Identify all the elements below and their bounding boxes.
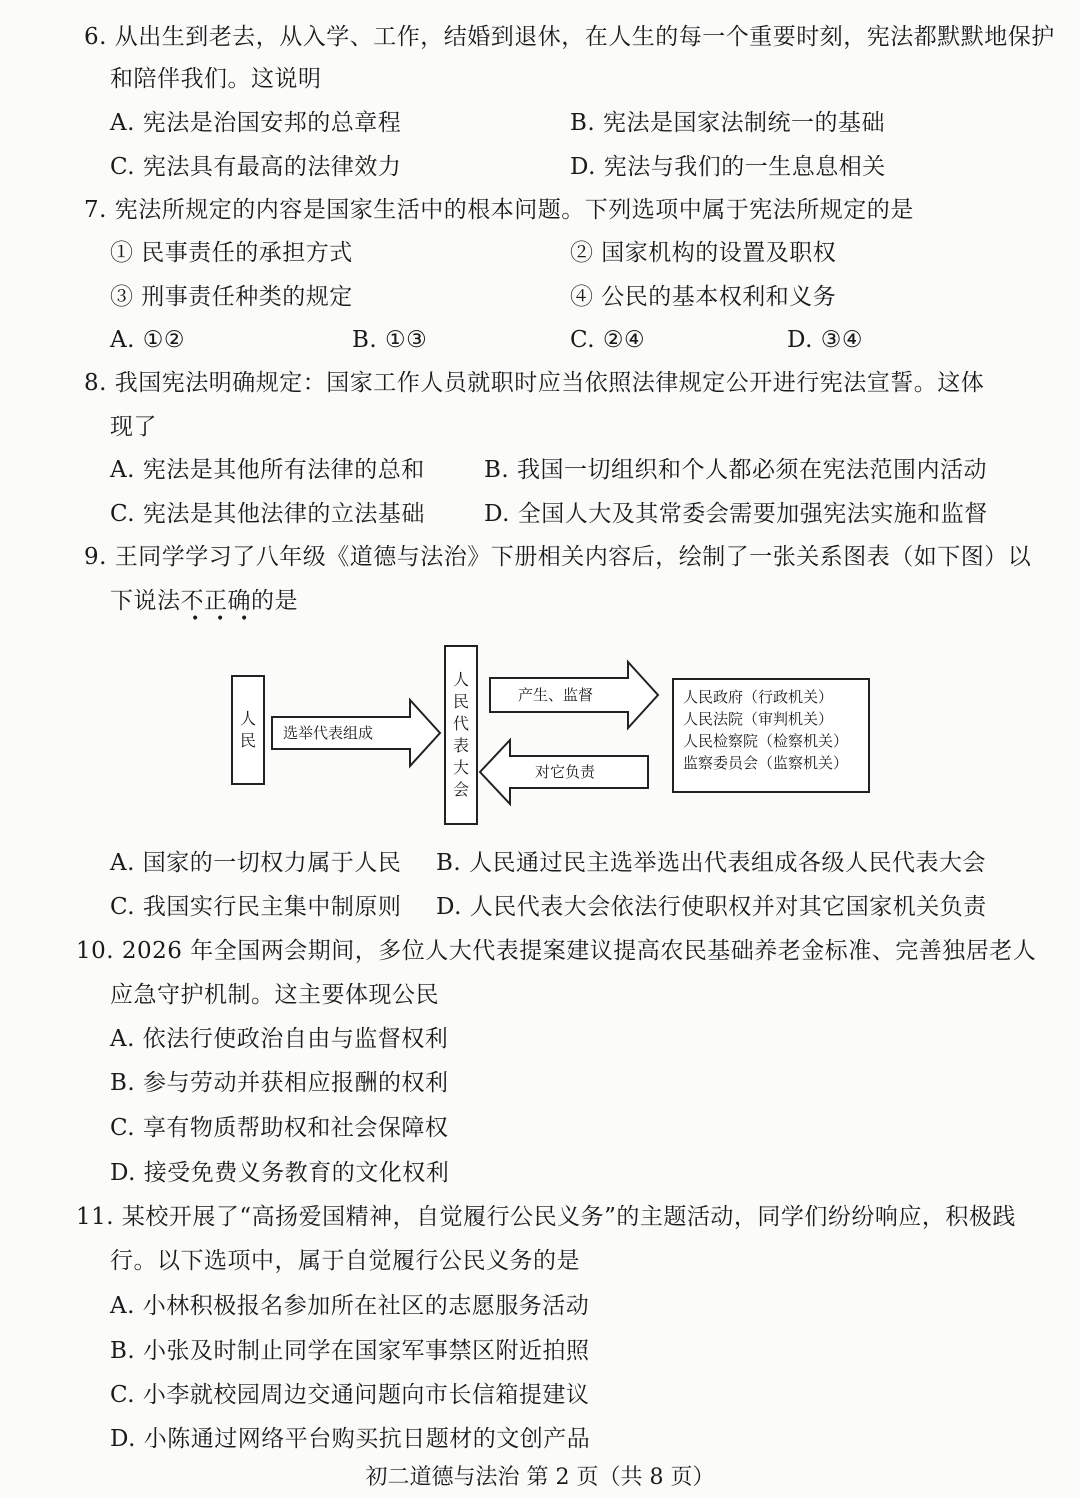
q7-option-d: D. ③④ [787,327,863,353]
q9-option-a: A. 国家的一切权力属于人民 [110,850,402,876]
q11-stem-line2: 行。以下选项中，属于自觉履行公民义务的是 [110,1248,580,1274]
q9-stem-line2: 下说法不正确的是 [110,588,298,614]
q8-option-d: D. 全国人大及其常委会需要加强宪法实施和监督 [484,501,988,527]
q7-option-c: C. ②④ [570,327,646,353]
q10-option-a: A. 依法行使政治自由与监督权利 [110,1026,449,1052]
q10-option-b: B. 参与劳动并获相应报酬的权利 [110,1070,449,1096]
q7-item-4: ④ 公民的基本权利和义务 [570,284,837,310]
organ-court: 人民法院（审判机关） [683,710,834,728]
q10-option-d: D. 接受免费义务教育的文化权利 [110,1160,450,1186]
q7-option-b: B. ①③ [352,327,428,353]
responsible-label: 对它负责 [535,763,596,781]
q10-option-c: C. 享有物质帮助权和社会保障权 [110,1115,449,1141]
q7-item-3: ③ 刑事责任种类的规定 [110,284,353,310]
q6-option-b: B. 宪法是国家法制统一的基础 [570,110,886,136]
elect-label: 选举代表组成 [283,724,374,742]
q11-option-c: C. 小李就校园周边交通问题向市长信箱提建议 [110,1382,590,1408]
q8-option-c: C. 宪法是其他法律的立法基础 [110,501,425,527]
q9-option-b: B. 人民通过民主选举选出代表组成各级人民代表大会 [436,850,987,876]
q6-option-c: C. 宪法具有最高的法律效力 [110,154,402,180]
q9-stem-line1: 9. 王同学学习了八年级《道德与法治》下册相关内容后，绘制了一张关系图表（如下图）以 [84,544,1032,570]
page-footer: 初二道德与法治 第 2 页（共 8 页） [365,1465,715,1490]
q7-item-2: ② 国家机构的设置及职权 [570,240,837,266]
congress-label: 人民代表大会 [452,670,469,799]
q6-stem-line1: 6. 从出生到老去，从入学、工作，结婚到退休，在人生的每一个重要时刻，宪法都默默地保护 [84,24,1055,50]
q10-stem-line1: 10. 2026 年全国两会期间，多位人大代表提案建议提高农民基础养老金标准、完善独居老人 [76,938,1037,964]
q7-option-a: A. ①② [110,327,185,353]
q11-option-a: A. 小林积极报名参加所在社区的志愿服务活动 [110,1293,590,1319]
q9-option-d: D. 人民代表大会依法行使职权并对其它国家机关负责 [436,894,987,920]
q7-stem: 7. 宪法所规定的内容是国家生活中的根本问题。下列选项中属于宪法所规定的是 [84,197,914,223]
q6-option-d: D. 宪法与我们的一生息息相关 [570,154,886,180]
q10-stem-line2: 应急守护机制。这主要体现公民 [110,982,439,1008]
q11-option-b: B. 小张及时制止同学在国家军事禁区附近拍照 [110,1338,590,1364]
q11-stem-line1: 11. 某校开展了“高扬爱国精神，自觉履行公民义务”的主题活动，同学们纷纷响应，积极践 [76,1204,1016,1230]
produce-label: 产生、监督 [518,686,594,704]
q6-stem-line2: 和陪伴我们。这说明 [110,66,322,92]
organ-government: 人民政府（行政机关） [683,688,834,706]
emphasis-dot: • [216,611,225,627]
q9-option-c: C. 我国实行民主集中制原则 [110,894,402,920]
organ-procuratorate: 人民检察院（检察机关） [683,732,849,750]
q8-option-a: A. 宪法是其他所有法律的总和 [110,457,425,483]
q8-stem-line2: 现了 [110,414,157,440]
q6-option-a: A. 宪法是治国安邦的总章程 [110,110,402,136]
q7-item-1: ① 民事责任的承担方式 [110,240,353,266]
emphasis-dot: • [191,611,200,627]
emphasis-dot: • [240,611,249,627]
people-label: 人民 [239,709,256,750]
organ-supervision: 监察委员会（监察机关） [683,754,849,772]
q8-stem-line1: 8. 我国宪法明确规定：国家工作人员就职时应当依照法律规定公开进行宪法宣誓。这体 [84,370,985,396]
q11-option-d: D. 小陈通过网络平台购买抗日题材的文创产品 [110,1426,591,1452]
q8-option-b: B. 我国一切组织和个人都必须在宪法范围内活动 [484,457,988,483]
